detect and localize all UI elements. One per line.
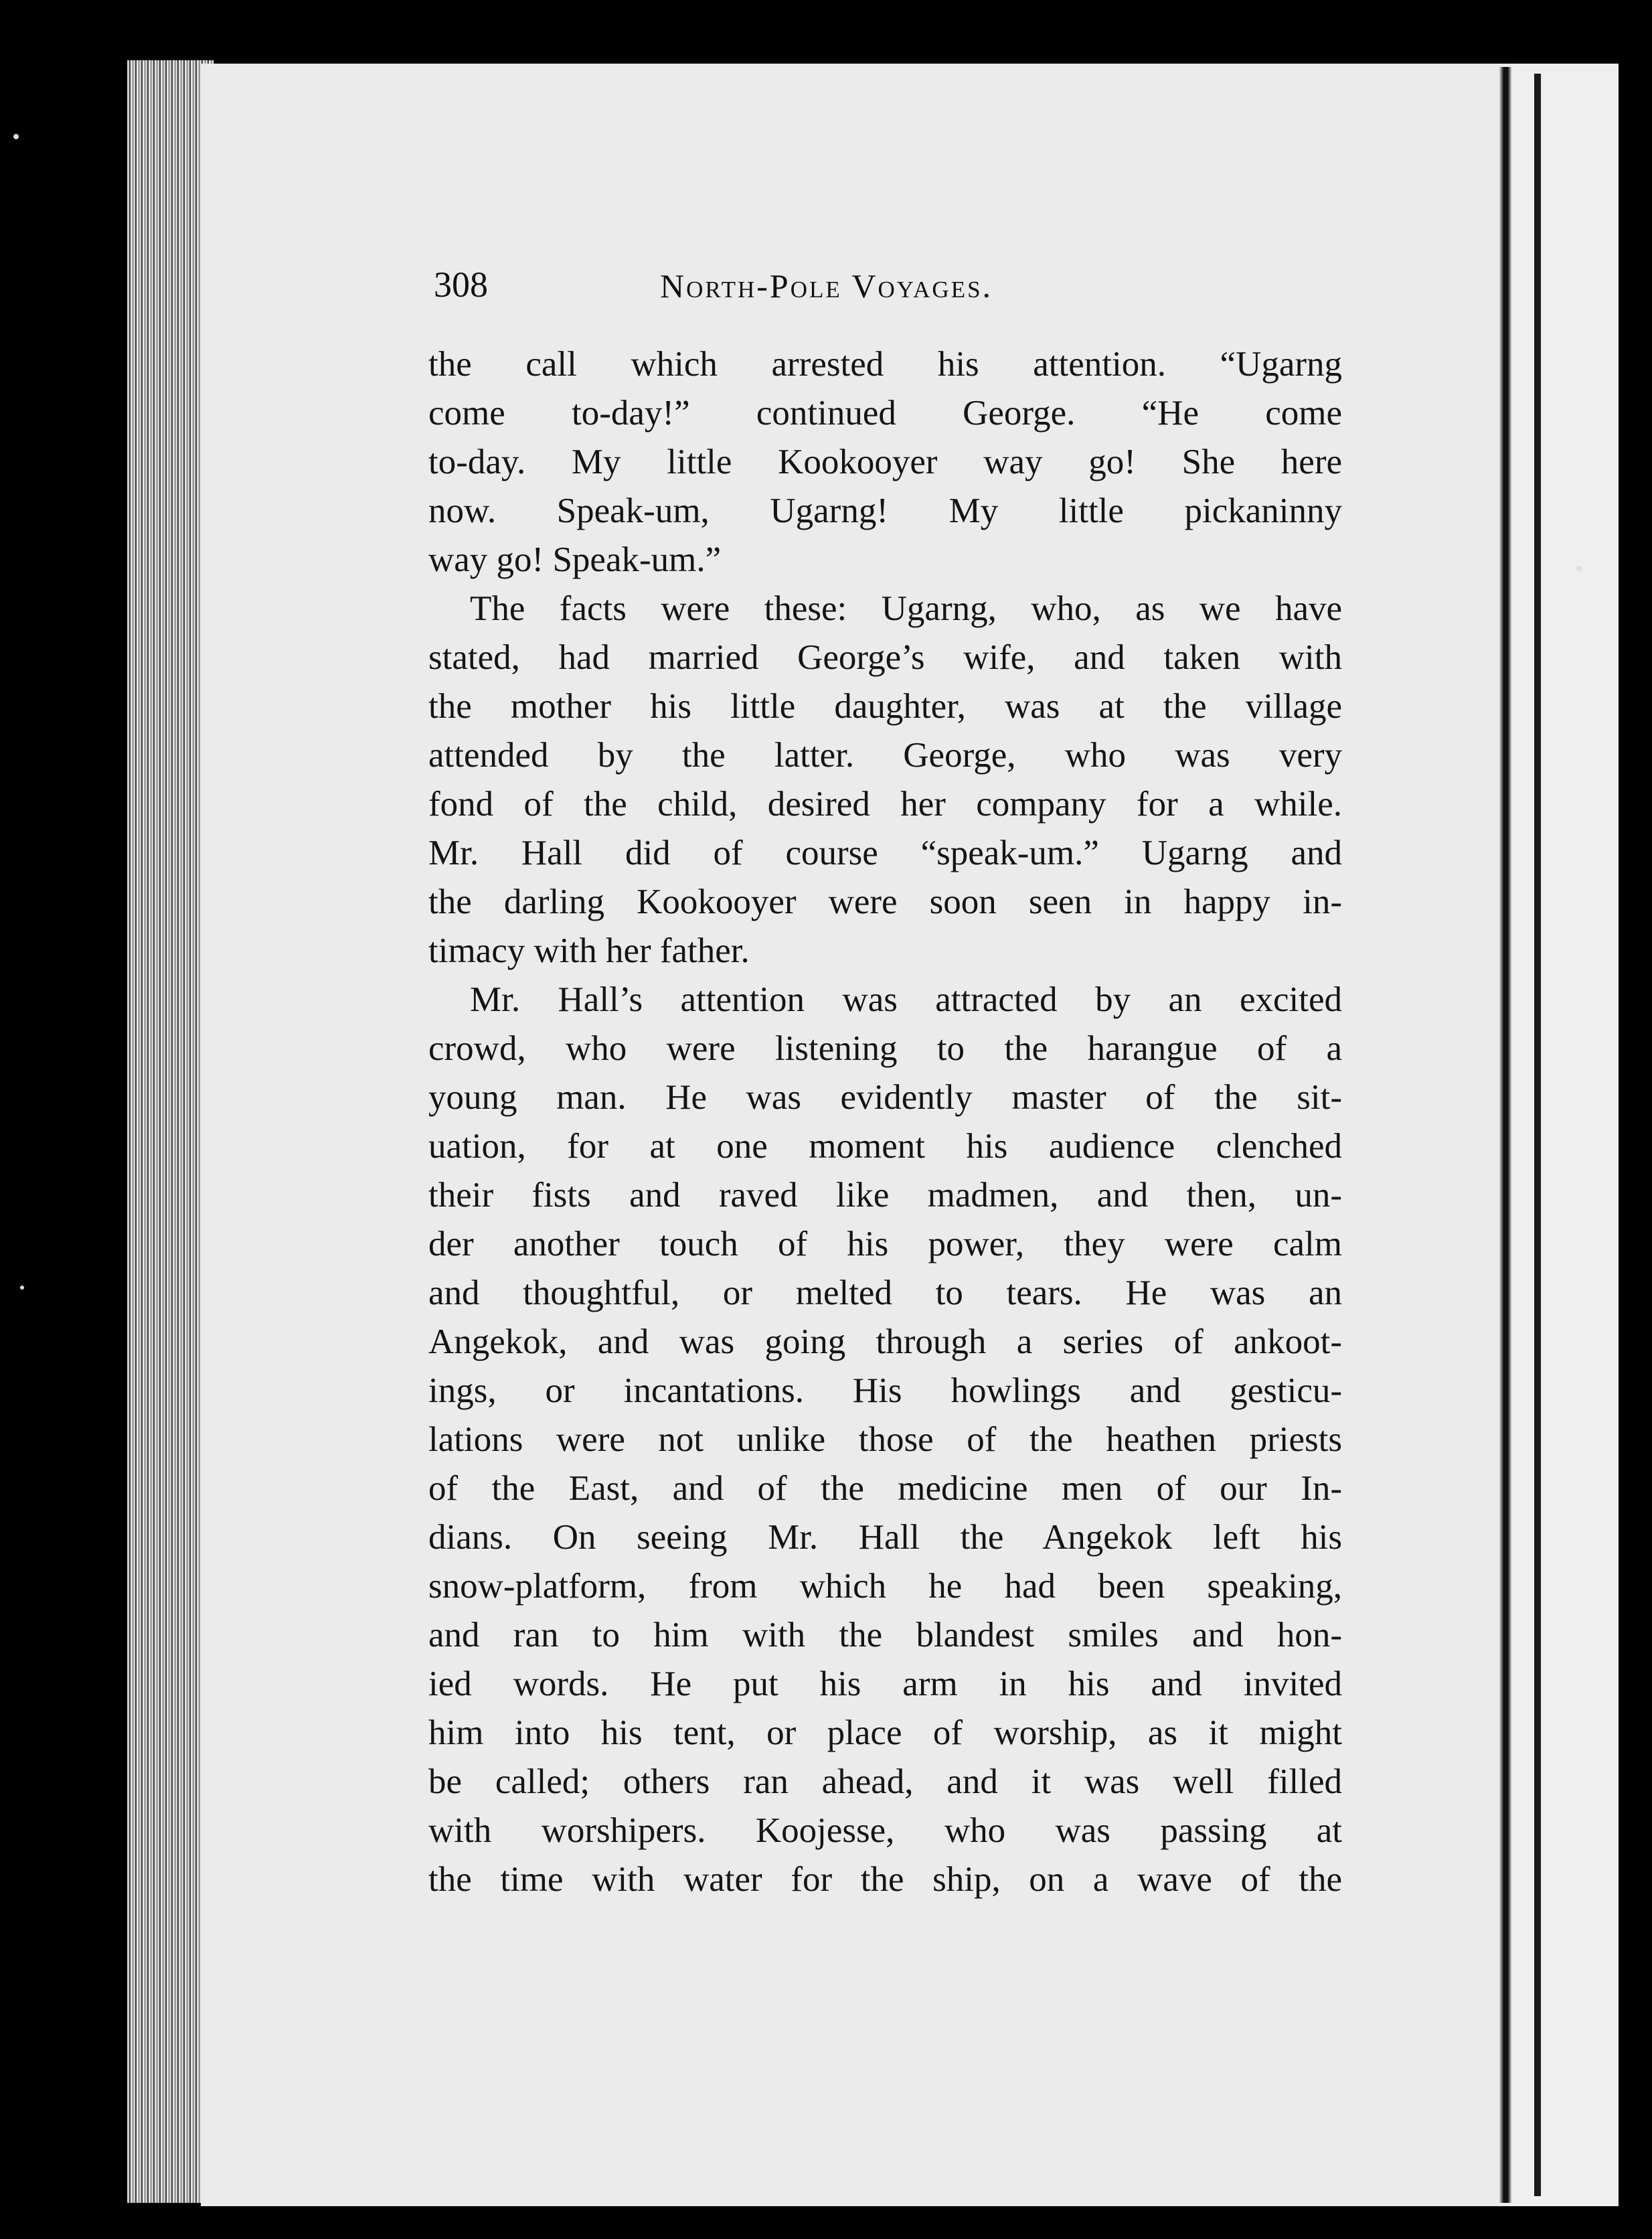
text-line: attended by the latter. George, who was very (428, 736, 1342, 775)
text-line: way go! Speak-um.” (428, 540, 722, 579)
text-line: the darling Kookooyer were soon seen in happy in- (428, 882, 1342, 921)
text-line: of the East, and of the medicine men of our In- (428, 1469, 1342, 1508)
facing-page-shadow (1534, 74, 1541, 2196)
text-line: uation, for at one moment his audience clenched (428, 1127, 1342, 1166)
text-line: fond of the child, desired her company for a while. (428, 785, 1342, 824)
text-line: crowd, who were listening to the harangue of a (428, 1029, 1342, 1068)
running-title: North-Pole Voyages. (660, 267, 993, 305)
text-line: the time with water for the ship, on a wave of the (428, 1860, 1342, 1899)
scan-speck (1576, 566, 1582, 571)
text-line: and thoughtful, or melted to tears. He was an (428, 1273, 1342, 1312)
text-line: der another touch of his power, they were calm (428, 1225, 1342, 1263)
text-line: the mother his little daughter, was at the village (428, 687, 1342, 726)
running-head (434, 261, 1117, 315)
scan-speck (13, 134, 19, 139)
text-line: Mr. Hall’s attention was attracted by an excited (470, 980, 1342, 1019)
text-line: with worshipers. Koojesse, who was passing at (428, 1811, 1342, 1850)
text-line: timacy with her father. (428, 931, 750, 970)
text-line: lations were not unlike those of the heathen priests (428, 1420, 1342, 1459)
text-line: stated, had married George’s wife, and taken with (428, 638, 1342, 677)
text-line: come to-day!” continued George. “He come (428, 394, 1342, 433)
text-line: the call which arrested his attention. “Ugarng (428, 345, 1342, 384)
text-line: their fists and raved like madmen, and then, un- (428, 1176, 1342, 1215)
text-line: Angekok, and was going through a series of ankoot- (428, 1322, 1342, 1361)
text-line: dians. On seeing Mr. Hall the Angekok left his (428, 1518, 1342, 1557)
facing-page-edge (1511, 64, 1619, 2206)
text-line: young man. He was evidently master of the sit- (428, 1078, 1342, 1117)
body-text (428, 340, 1342, 1904)
text-line: to-day. My little Kookooyer way go! She here (428, 443, 1342, 481)
text-line: ied words. He put his arm in his and invited (428, 1665, 1342, 1703)
text-line: now. Speak-um, Ugarng! My little pickaninny (428, 491, 1342, 530)
text-line: and ran to him with the blandest smiles and hon- (428, 1616, 1342, 1654)
page-number: 308 (434, 264, 488, 305)
text-line: The facts were these: Ugarng, who, as we have (470, 589, 1342, 628)
text-line: ings, or incantations. His howlings and gesticu- (428, 1371, 1342, 1410)
page-fold (1499, 67, 1511, 2203)
text-line: Mr. Hall did of course “speak-um.” Ugarng and (428, 834, 1342, 872)
text-line: be called; others ran ahead, and it was well filled (428, 1762, 1342, 1801)
scan-speck (20, 1286, 24, 1290)
text-line: snow-platform, from which he had been speaking, (428, 1567, 1342, 1606)
text-line: him into his tent, or place of worship, as it might (428, 1713, 1342, 1752)
